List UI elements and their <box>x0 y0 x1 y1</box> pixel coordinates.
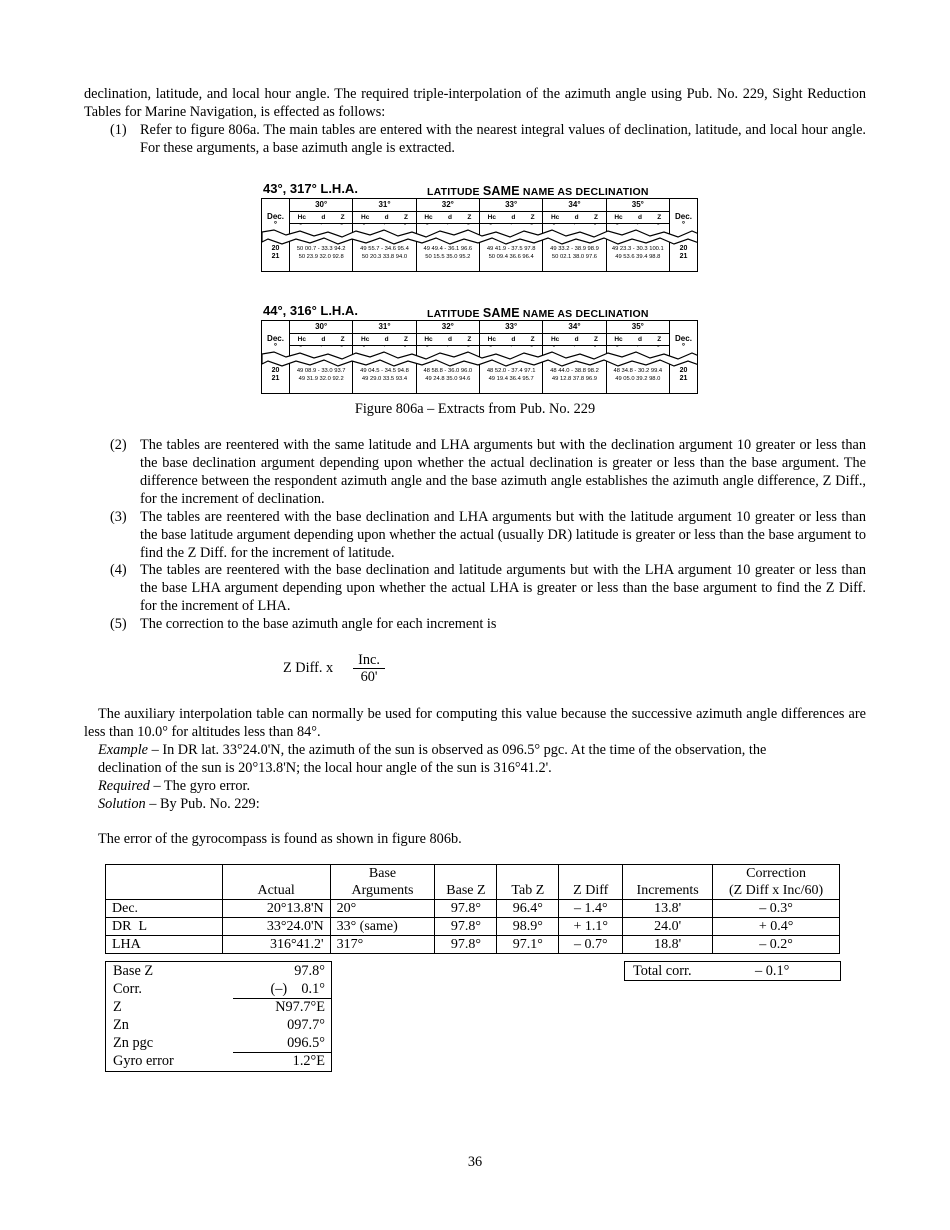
header-cell: Base Z <box>435 882 497 900</box>
table-header-row <box>106 865 840 883</box>
dec-column: Dec. ° 20 21 <box>262 199 290 271</box>
header-cell: Increments <box>623 882 713 900</box>
step-text: The tables are reentered with the same latitude and LHA arguments but with the declination argument 10 greater or less than the base declination argument depending upon whether the actual declination is greater or less than the base argument. The difference between the respondent azimuth angle and the base azimuth angle establishes the azimuth angle difference, Z Diff., for the increment of declination. <box>140 437 866 507</box>
cell: 33°24.0'N <box>222 918 330 936</box>
summary-row: Gyro error 1.2°E <box>113 1053 325 1069</box>
cell: – 0.2° <box>713 936 840 954</box>
cell: 97.8° <box>435 900 497 918</box>
cell: 18.8' <box>623 936 713 954</box>
aux-paragraph: The auxiliary interpolation table can normally be used for computing this value because the successive azimuth angle differences are less than 10.0° for altitudes less than 84°. <box>84 706 866 740</box>
torn-edge-graphic <box>262 351 698 367</box>
lat-column: 33° Hc d Z ° ' ° 48 52.0 - 37.4 97.1 49 19.4 36.4 95.7 <box>480 321 543 393</box>
summary-row: Base Z 97.8° <box>113 963 325 979</box>
total-correction-box <box>624 961 841 981</box>
figure-caption: Figure 806a – Extracts from Pub. No. 229 <box>354 401 596 417</box>
lat-column: 33° Hc d Z ° ' ° 49 41.9 - 37.5 97.8 50 09.4 36.6 96.4 <box>480 199 543 271</box>
gyro-error-paragraph: The error of the gyrocompass is found as shown in figure 806b. <box>98 831 462 847</box>
dec-column: Dec. ° 20 21 <box>675 334 692 382</box>
cell: – 0.3° <box>713 900 840 918</box>
formula-left: Z Diff. x <box>283 660 334 676</box>
table-row <box>106 936 840 954</box>
example-line-1: Example – In DR lat. 33°24.0'N, the azimuth of the sun is observed as 096.5° pgc. At the time of the observation, the <box>98 742 767 758</box>
step-1 <box>110 121 866 157</box>
cell: 20°13.8'N <box>222 900 330 918</box>
step-number: (2) <box>110 437 127 453</box>
step-number: (1) <box>110 122 127 138</box>
example-line-2: declination of the sun is 20°13.8'N; the local hour angle of the sun is 316°41.2'. <box>98 760 552 776</box>
step-4 <box>110 561 866 615</box>
summary-row: Z N97.7°E <box>113 999 325 1015</box>
cell: 24.0' <box>623 918 713 936</box>
lat-column: 31° Hc d Z ° ' ° 49 04.5 - 34.5 94.8 49 29.0 33.5 93.4 <box>353 321 416 393</box>
formula-denominator: 60' <box>360 669 378 685</box>
solution-line: Solution – By Pub. No. 229: <box>98 796 260 812</box>
cell: 316°41.2' <box>222 936 330 954</box>
latitude-heading: LATITUDE SAME NAME AS DECLINATION <box>427 306 649 320</box>
step-number: (4) <box>110 562 127 578</box>
summary-row: Zn pgc 096.5° <box>113 1035 325 1051</box>
total-label: Total corr. <box>633 963 692 979</box>
lha-heading: 43°, 317° L.H.A. <box>263 181 358 196</box>
required-line: Required – The gyro error. <box>98 778 251 794</box>
summary-row: Corr. (–) 0.1° <box>113 981 325 997</box>
cell: 96.4° <box>497 900 559 918</box>
lat-column: 31° Hc d Z ° ' ° 49 55.7 - 34.6 95.4 50 20.3 33.8 94.0 <box>353 199 416 271</box>
table-row <box>106 900 840 918</box>
table-row <box>106 918 840 936</box>
step-5 <box>110 615 866 633</box>
cell: 13.8' <box>623 900 713 918</box>
lat-column: 35° Hc d Z ° ' ° 48 34.8 - 30.2 99.4 49 05.0 39.2 98.0 <box>607 321 670 393</box>
cell: – 1.4° <box>559 900 623 918</box>
header-cell: Arguments <box>330 882 435 900</box>
step-text: The tables are reentered with the base declination and LHA arguments but with the latitude argument 10 greater or less than the base latitude argument depending upon whether the actual (usually DR) latitude is greater or less than the base argument to find the Z Diff. for the increment of latitude. <box>140 509 866 561</box>
calculation-table <box>105 864 840 954</box>
lat-column: 32° Hc d Z ° ' ° 48 58.8 - 36.0 96.0 49 24.8 35.0 94.6 <box>417 321 480 393</box>
header-cell: Z Diff <box>559 882 623 900</box>
step-2 <box>110 436 866 508</box>
cell: + 1.1° <box>559 918 623 936</box>
step-text: The correction to the base azimuth angle for each increment is <box>140 616 497 632</box>
dec-column: Dec. ° 20 21 <box>675 212 692 260</box>
dec-column: Dec. ° 20 21 <box>262 321 290 393</box>
figure-table-44 <box>261 302 698 394</box>
header-cell: Actual <box>222 882 330 900</box>
row-label: Dec. <box>106 900 223 918</box>
formula <box>283 651 403 691</box>
step-number: (3) <box>110 509 127 525</box>
figure-table-43 <box>261 180 698 272</box>
cell: 20° <box>330 900 435 918</box>
cell: 97.8° <box>435 936 497 954</box>
cell: + 0.4° <box>713 918 840 936</box>
lha-heading: 44°, 316° L.H.A. <box>263 303 358 318</box>
step-text: The tables are reentered with the base declination and latitude arguments but with the LHA argument 10 greater or less than the base LHA argument depending upon whether the actual LHA is greater or less than the base argument to find the Z Diff. for the increment of LHA. <box>140 562 866 614</box>
summary-row: Zn 097.7° <box>113 1017 325 1033</box>
intro-paragraph: declination, latitude, and local hour angle. The required triple-interpolation of the azimuth angle using Pub. No. 229, Sight Reduction Tables for Marine Navigation, is effected as follows: <box>84 86 866 120</box>
lat-column: 35° Hc d Z ° ' ° 49 23.3 - 30.3 100.1 49 53.6 39.4 98.8 <box>607 199 670 271</box>
table-header-row <box>106 882 840 900</box>
total-value: – 0.1° <box>755 963 790 979</box>
row-label: LHA <box>106 936 223 954</box>
step-3 <box>110 508 866 562</box>
torn-edge-graphic <box>262 229 698 245</box>
row-label: DR L <box>106 918 223 936</box>
formula-numerator: Inc. <box>358 652 380 668</box>
cell: 317° <box>330 936 435 954</box>
cell: 98.9° <box>497 918 559 936</box>
cell: 97.8° <box>435 918 497 936</box>
header-cell: Tab Z <box>497 882 559 900</box>
header-cell: (Z Diff x Inc/60) <box>713 882 840 900</box>
lat-column: 30° Hc d Z ° ' ° 50 00.7 - 33.3 94.2 50 23.9 32.0 92.8 <box>290 199 353 271</box>
step-text: Refer to figure 806a. The main tables are entered with the nearest integral values of declination, latitude, and local hour angle. For these arguments, a base azimuth angle is extracted. <box>140 122 866 156</box>
cell: 33° (same) <box>330 918 435 936</box>
lat-column: 34° Hc d Z ° ' ° 48 44.0 - 38.8 98.2 49 12.8 37.8 96.9 <box>543 321 606 393</box>
header-cell: Base <box>330 865 435 883</box>
lat-column: 30° Hc d Z ° ' ° 49 08.9 - 33.0 93.7 49 31.9 32.0 92.2 <box>290 321 353 393</box>
step-number: (5) <box>110 616 127 632</box>
cell: 97.1° <box>497 936 559 954</box>
lat-column: 32° Hc d Z ° ' ° 49 49.4 - 36.1 96.6 50 15.5 35.0 95.2 <box>417 199 480 271</box>
latitude-heading: LATITUDE SAME NAME AS DECLINATION <box>427 184 649 198</box>
cell: – 0.7° <box>559 936 623 954</box>
page-number: 36 <box>467 1154 483 1170</box>
lat-column: 34° Hc d Z ° ' ° 49 33.2 - 38.9 98.9 50 02.1 38.0 97.6 <box>543 199 606 271</box>
header-cell: Correction <box>713 865 840 883</box>
summary-box <box>105 961 332 1072</box>
